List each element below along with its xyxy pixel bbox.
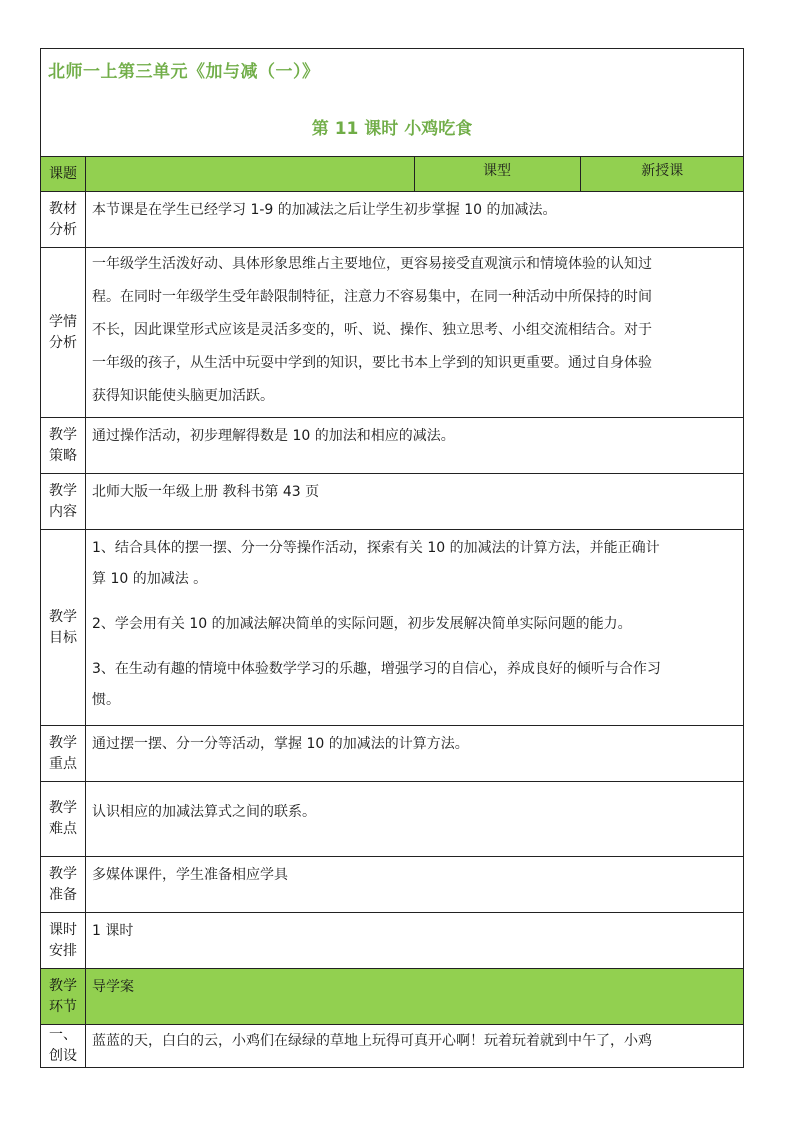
label-line: 准备 — [49, 886, 77, 903]
topic-row — [86, 157, 744, 192]
student-analysis-label — [41, 248, 86, 418]
label-line: 分析 — [49, 221, 77, 238]
goal-1-line-2: 算 10 的加减法 。 — [92, 571, 208, 587]
lesson-plan-table — [40, 48, 744, 1068]
title-cell — [41, 49, 744, 157]
strategy-label — [41, 418, 86, 474]
goal-3-line-2: 惯。 — [92, 692, 120, 708]
goals-label — [41, 530, 86, 726]
text-line: 一年级的孩子，从生活中玩耍中学到的知识，要比书本上学到的知识更重要。通过自身体验 — [92, 355, 652, 371]
label-line: 一、 — [49, 1027, 77, 1043]
label-line: 教学 — [49, 865, 77, 882]
unit-title: 北师一上第三单元《加与减（一）》 — [48, 62, 320, 82]
topic-value — [86, 157, 414, 191]
student-analysis-text — [86, 248, 744, 418]
text-line: 获得知识能使头脑更加活跃。 — [92, 388, 274, 404]
textbook-analysis-label — [41, 192, 86, 248]
difficulties-label — [41, 782, 86, 857]
intro-label — [41, 1025, 86, 1068]
text-line: 程。在同时一年级学生受年龄限制特征，注意力不容易集中，在同一种活动中所保持的时间 — [92, 289, 652, 305]
label-line: 教学 — [49, 800, 77, 816]
lesson-title: 第 11 课时 小鸡吃食 — [311, 119, 473, 139]
key-points-text: 通过摆一摆、分一分等活动，掌握 10 的加减法的计算方法。 — [86, 726, 744, 782]
label-line: 教学 — [49, 977, 77, 994]
schedule-label — [41, 913, 86, 969]
preparation-label — [41, 857, 86, 913]
label-line: 内容 — [49, 503, 77, 520]
lesson-plan-sheet — [40, 48, 743, 1068]
label-line: 环节 — [49, 998, 77, 1015]
lesson-type-value: 新授课 — [641, 163, 684, 179]
label-line: 创设 — [49, 1048, 77, 1064]
topic-label: 课题 — [41, 157, 86, 192]
label-line: 教学 — [49, 608, 77, 625]
difficulties-text: 认识相应的加减法算式之间的联系。 — [86, 782, 744, 857]
schedule-text: 1 课时 — [86, 913, 744, 969]
text-line: 不长，因此课堂形式应该是灵活多变的，听、说、操作、独立思考、小组交流相结合。对于 — [92, 322, 652, 338]
key-points-label — [41, 726, 86, 782]
strategy-text: 通过操作活动，初步理解得数是 10 的加法和相应的减法。 — [86, 418, 744, 474]
label-line: 难点 — [49, 821, 77, 837]
preparation-text: 多媒体课件，学生准备相应学具 — [86, 857, 744, 913]
label-line: 目标 — [49, 629, 77, 646]
goal-2-line-1: 2、学会用有关 10 的加减法解决简单的实际问题，初步发展解决简单实际问题的能力。 — [92, 616, 632, 632]
goal-3-line-1: 3、在生动有趣的情境中体验数学学习的乐趣，增强学习的自信心，养成良好的倾听与合作习 — [92, 661, 661, 677]
section-text: 导学案 — [86, 969, 744, 1025]
goals-text — [86, 530, 744, 726]
label-line: 教学 — [49, 426, 77, 443]
intro-text: 蓝蓝的天，白白的云，小鸡们在绿绿的草地上玩得可真开心啊！玩着玩着就到中午了，小鸡 — [86, 1025, 744, 1068]
label-line: 重点 — [49, 755, 77, 772]
label-line: 分析 — [49, 334, 77, 351]
text-line: 一年级学生活泼好动、具体形象思维占主要地位，更容易接受直观演示和情境体验的认知过 — [92, 256, 652, 272]
textbook-analysis-text: 本节课是在学生已经学习 1-9 的加减法之后让学生初步掌握 10 的加减法。 — [86, 192, 744, 248]
goal-1-line-1: 1、结合具体的摆一摆、分一分等操作活动，探索有关 10 的加减法的计算方法，并能正确计 — [92, 540, 660, 556]
lesson-type-label: 课型 — [414, 157, 580, 191]
section-label — [41, 969, 86, 1025]
label-line: 教学 — [49, 482, 77, 499]
content-label — [41, 474, 86, 530]
label-line: 学情 — [49, 313, 77, 330]
content-text: 北师大版一年级上册 教科书第 43 页 — [86, 474, 744, 530]
label-line: 课时 — [49, 921, 77, 938]
topic-inner-table — [86, 157, 744, 191]
label-line: 安排 — [49, 942, 77, 959]
label-line: 教学 — [49, 734, 77, 751]
label-line: 策略 — [49, 447, 77, 464]
label-line: 教材 — [49, 200, 77, 217]
